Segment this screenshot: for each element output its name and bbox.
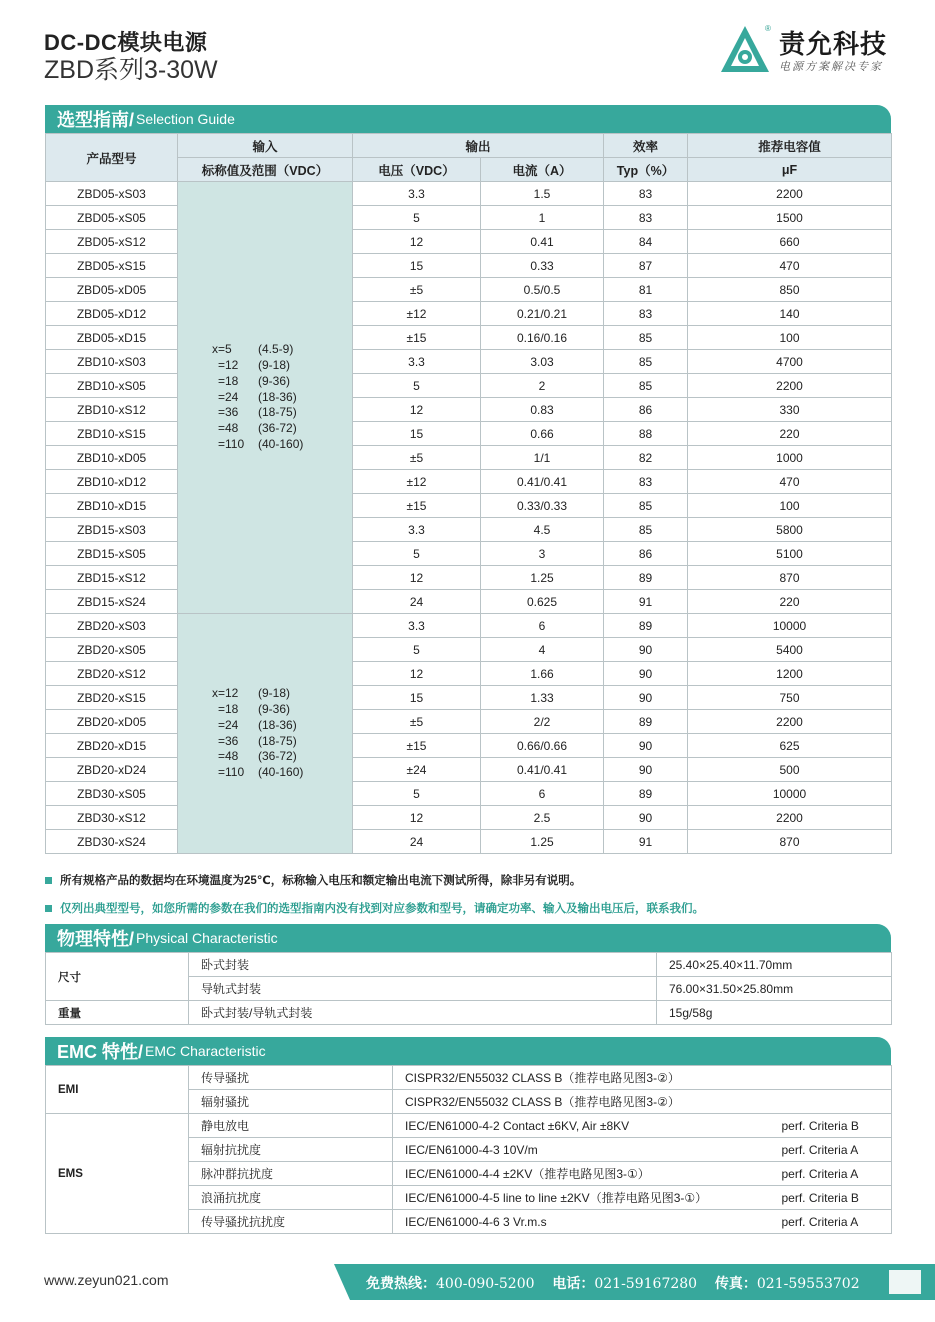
voltage-cell: ±12 [353,470,481,494]
voltage-cell: 24 [353,590,481,614]
current-cell: 0.41/0.41 [481,758,604,782]
brand-slogan: 电源方案解决专家 [779,61,883,73]
physical-table [45,952,892,1025]
table-row [46,374,892,398]
bullet-square-icon [45,905,52,912]
selection-table-body [46,182,892,854]
voltage-cell: ±12 [353,302,481,326]
capacitance-cell: 4700 [688,350,892,374]
model-cell: ZBD10-xD15 [46,494,178,518]
table-row [46,182,892,206]
table-row [46,614,892,638]
col-header-cap: 推荐电容值 [688,134,892,158]
capacitance-cell: 625 [688,734,892,758]
input-range-line [212,405,352,421]
current-cell: 3.03 [481,350,604,374]
input-nominal: =24 [218,717,239,732]
registered-mark: ® [765,24,771,33]
selection-guide-section [45,105,891,854]
input-nominal: x=5 [212,342,232,357]
input-range: (4.5-9) [258,342,294,357]
selection-table [45,133,892,854]
current-cell: 2/2 [481,710,604,734]
model-cell: ZBD30-xS05 [46,782,178,806]
table-row [46,638,892,662]
capacitance-cell: 500 [688,758,892,782]
current-cell: 6 [481,614,604,638]
notes [45,866,891,922]
current-cell: 0.33/0.33 [481,494,604,518]
fax-number: 021-59553702 [756,1276,860,1292]
table-row [46,1114,892,1138]
efficiency-cell: 90 [604,662,688,686]
voltage-cell: ±5 [353,446,481,470]
efficiency-cell: 83 [604,182,688,206]
efficiency-cell: 86 [604,398,688,422]
table-row [46,422,892,446]
test-criteria: perf. Criteria B [770,1114,892,1138]
efficiency-cell: 86 [604,542,688,566]
current-cell: 0.16/0.16 [481,326,604,350]
input-nominal: =12 [218,358,239,372]
voltage-cell: 12 [353,398,481,422]
size-label: 尺寸 [46,953,189,1001]
test-standard: IEC/EN61000-4-6 3 Vr.m.s [393,1210,770,1234]
voltage-cell: 3.3 [353,350,481,374]
table-row [46,302,892,326]
voltage-cell: 5 [353,638,481,662]
current-cell: 1.33 [481,686,604,710]
model-cell: ZBD05-xS15 [46,254,178,278]
capacitance-cell: 750 [688,686,892,710]
physical-section [45,924,891,1025]
current-cell: 0.41 [481,230,604,254]
capacitance-cell: 220 [688,590,892,614]
efficiency-cell: 91 [604,830,688,854]
capacitance-cell: 870 [688,566,892,590]
current-cell: 0.21/0.21 [481,302,604,326]
capacitance-cell: 2200 [688,806,892,830]
voltage-cell: 12 [353,566,481,590]
hotline-number: 400-090-5200 [436,1276,535,1292]
voltage-cell: 5 [353,206,481,230]
model-cell: ZBD20-xS12 [46,662,178,686]
current-cell: 0.625 [481,590,604,614]
current-cell: 6 [481,782,604,806]
doc-title: DC-DC模块电源 [44,30,208,55]
input-nominal: =110 [218,436,245,451]
capacitance-cell: 2200 [688,182,892,206]
model-cell: ZBD10-xS03 [46,350,178,374]
hotline-label: 免费热线： [366,1276,436,1292]
efficiency-cell: 85 [604,518,688,542]
test-standard: CISPR32/EN55032 CLASS B（推荐电路见图3-②） [393,1066,892,1090]
section-title-en: EMC Characteristic [145,1043,266,1059]
package-name: 卧式封装/导轨式封装 [189,1001,657,1025]
ems-label: EMS [46,1114,189,1234]
input-range-line [212,374,352,390]
voltage-cell: ±15 [353,326,481,350]
current-cell: 1.25 [481,830,604,854]
model-cell: ZBD15-xS24 [46,590,178,614]
package-value: 15g/58g [657,1001,892,1025]
efficiency-cell: 89 [604,566,688,590]
efficiency-cell: 91 [604,590,688,614]
col-header-eff-sub: Typ（%） [604,158,688,182]
capacitance-cell: 2200 [688,374,892,398]
table-row [46,566,892,590]
col-header-input: 输入 [178,134,353,158]
input-range: (9-18) [258,686,291,701]
voltage-cell: ±15 [353,734,481,758]
model-cell: ZBD10-xS12 [46,398,178,422]
input-nominal: =18 [218,701,239,716]
input-range-line [212,342,352,358]
capacitance-cell: 10000 [688,782,892,806]
test-criteria: perf. Criteria A [770,1138,892,1162]
table-row [46,830,892,854]
section-header [45,924,891,952]
table-row [46,398,892,422]
brand-name: 责允科技 [779,30,888,60]
section-title-en: Physical Characteristic [136,930,278,946]
efficiency-cell: 89 [604,782,688,806]
model-cell: ZBD05-xD15 [46,326,178,350]
efficiency-cell: 90 [604,758,688,782]
input-range: (18-36) [258,717,297,732]
note-text: 仅列出典型型号，如您所需的参数在我们的选型指南内没有找到对应参数和型号，请确定功率、输入及输出电压后，联系我们。 [60,903,704,915]
current-cell: 0.66/0.66 [481,734,604,758]
table-row [46,734,892,758]
voltage-cell: 5 [353,542,481,566]
section-title-cn: 物理特性/ [57,929,135,949]
voltage-cell: 15 [353,686,481,710]
model-cell: ZBD20-xD15 [46,734,178,758]
input-range: (40-160) [258,436,304,451]
model-cell: ZBD10-xD05 [46,446,178,470]
col-header-voltage: 电压（VDC） [353,158,481,182]
test-standard: IEC/EN61000-4-4 ±2KV（推荐电路见图3-①） [393,1162,770,1186]
section-title-en: Selection Guide [136,111,235,127]
model-cell: ZBD10-xD12 [46,470,178,494]
input-range-line [212,702,352,718]
package-name: 导轨式封装 [189,977,657,1001]
efficiency-cell: 81 [604,278,688,302]
capacitance-cell: 2200 [688,710,892,734]
table-row [46,686,892,710]
input-nominal: =36 [218,405,239,420]
test-criteria: perf. Criteria B [770,1186,892,1210]
voltage-cell: ±15 [353,494,481,518]
table-row [46,662,892,686]
section-title-cn: 选型指南/ [57,110,135,130]
weight-label: 重量 [46,1001,189,1025]
section-header [45,105,891,133]
voltage-cell: 5 [353,782,481,806]
efficiency-cell: 84 [604,230,688,254]
input-range: (36-72) [258,421,297,436]
test-name: 辐射抗扰度 [189,1138,393,1162]
note-item [45,894,891,922]
table-row [46,782,892,806]
test-standard: IEC/EN61000-4-2 Contact ±6KV, Air ±8KV [393,1114,770,1138]
efficiency-cell: 83 [604,302,688,326]
capacitance-cell: 5400 [688,638,892,662]
current-cell: 0.41/0.41 [481,470,604,494]
efficiency-cell: 89 [604,710,688,734]
input-range-line [212,421,352,437]
efficiency-cell: 90 [604,638,688,662]
col-header-efficiency: 效率 [604,134,688,158]
input-range: (18-75) [258,405,297,420]
efficiency-cell: 90 [604,806,688,830]
model-cell: ZBD05-xD12 [46,302,178,326]
model-cell: ZBD20-xD24 [46,758,178,782]
capacitance-cell: 1500 [688,206,892,230]
website-link[interactable]: www.zeyun021.com [44,1272,169,1288]
test-name: 辐射骚扰 [189,1090,393,1114]
col-header-current: 电流（A） [481,158,604,182]
input-range-cell [178,614,353,854]
model-cell: ZBD20-xS15 [46,686,178,710]
col-header-cap-sub: μF [688,158,892,182]
capacitance-cell: 470 [688,470,892,494]
input-range: (9-36) [258,373,291,388]
voltage-cell: 24 [353,830,481,854]
page-number-box [889,1270,921,1294]
efficiency-cell: 85 [604,326,688,350]
brand-logo [719,24,894,76]
package-value: 25.40×25.40×11.70mm [657,953,892,977]
phone-label: 电话： [552,1276,595,1292]
table-row [46,1001,892,1025]
efficiency-cell: 88 [604,422,688,446]
voltage-cell: 12 [353,662,481,686]
page-header [44,24,894,84]
table-row [46,206,892,230]
emi-label: EMI [46,1066,189,1114]
package-value: 76.00×31.50×25.80mm [657,977,892,1001]
capacitance-cell: 100 [688,494,892,518]
current-cell: 3 [481,542,604,566]
input-nominal: =48 [218,421,239,436]
model-cell: ZBD15-xS03 [46,518,178,542]
input-nominal: =110 [218,765,245,780]
table-row [46,230,892,254]
capacitance-cell: 10000 [688,614,892,638]
table-row [46,254,892,278]
model-cell: ZBD15-xS05 [46,542,178,566]
input-range: (9-18) [258,358,291,372]
input-nominal: =48 [218,749,239,764]
current-cell: 1.5 [481,182,604,206]
current-cell: 1.66 [481,662,604,686]
table-row [46,326,892,350]
emc-section [45,1037,891,1234]
capacitance-cell: 100 [688,326,892,350]
current-cell: 0.5/0.5 [481,278,604,302]
model-cell: ZBD05-xS12 [46,230,178,254]
capacitance-cell: 1000 [688,446,892,470]
test-name: 脉冲群抗扰度 [189,1162,393,1186]
current-cell: 4 [481,638,604,662]
efficiency-cell: 83 [604,470,688,494]
capacitance-cell: 870 [688,830,892,854]
capacitance-cell: 330 [688,398,892,422]
test-name: 静电放电 [189,1114,393,1138]
col-header-model: 产品型号 [46,134,178,182]
col-header-input-sub: 标称值及范围（VDC） [178,158,353,182]
efficiency-cell: 85 [604,374,688,398]
package-name: 卧式封装 [189,953,657,977]
voltage-cell: 15 [353,422,481,446]
voltage-cell: 15 [353,254,481,278]
capacitance-cell: 140 [688,302,892,326]
table-row [46,806,892,830]
capacitance-cell: 660 [688,230,892,254]
voltage-cell: 5 [353,374,481,398]
table-row [46,542,892,566]
input-range: (40-160) [258,765,304,780]
table-row [46,1066,892,1090]
input-range-line [212,437,352,453]
model-cell: ZBD15-xS12 [46,566,178,590]
current-cell: 1/1 [481,446,604,470]
note-item [45,866,891,894]
model-cell: ZBD05-xS03 [46,182,178,206]
note-text: 所有规格产品的数据均在环境温度为25℃，标称输入电压和额定输出电流下测试所得，除非另有说明。 [60,875,582,887]
input-range-line [212,749,352,765]
capacitance-cell: 470 [688,254,892,278]
table-row [46,953,892,977]
input-nominal: =18 [218,373,239,388]
table-row [46,350,892,374]
efficiency-cell: 87 [604,254,688,278]
input-range-line [212,734,352,750]
efficiency-cell: 89 [604,614,688,638]
input-nominal: =24 [218,389,239,404]
phone-number: 021-59167280 [594,1276,698,1292]
model-cell: ZBD10-xS05 [46,374,178,398]
input-range-line [212,765,352,781]
model-cell: ZBD30-xS12 [46,806,178,830]
table-row [46,758,892,782]
logo-icon [719,24,771,76]
efficiency-cell: 85 [604,494,688,518]
footer-contacts [366,1273,860,1293]
model-cell: ZBD05-xS05 [46,206,178,230]
current-cell: 2.5 [481,806,604,830]
voltage-cell: 3.3 [353,614,481,638]
voltage-cell: 3.3 [353,182,481,206]
input-range: (9-36) [258,701,291,716]
capacitance-cell: 850 [688,278,892,302]
capacitance-cell: 5100 [688,542,892,566]
col-header-output: 输出 [353,134,604,158]
test-standard: CISPR32/EN55032 CLASS B（推荐电路见图3-②） [393,1090,892,1114]
voltage-cell: 12 [353,806,481,830]
input-range-line [212,718,352,734]
input-range: (36-72) [258,749,297,764]
capacitance-cell: 220 [688,422,892,446]
efficiency-cell: 83 [604,206,688,230]
test-name: 浪涌抗扰度 [189,1186,393,1210]
test-name: 传导骚扰 [189,1066,393,1090]
model-cell: ZBD10-xS15 [46,422,178,446]
test-criteria: perf. Criteria A [770,1162,892,1186]
table-row [46,590,892,614]
input-range-line [212,390,352,406]
section-title-cn: EMC 特性/ [57,1042,144,1062]
input-range-line [212,686,352,702]
test-standard: IEC/EN61000-4-3 10V/m [393,1138,770,1162]
table-row [46,710,892,734]
model-cell: ZBD20-xD05 [46,710,178,734]
efficiency-cell: 90 [604,734,688,758]
test-criteria: perf. Criteria A [770,1210,892,1234]
model-cell: ZBD30-xS24 [46,830,178,854]
current-cell: 0.33 [481,254,604,278]
efficiency-cell: 85 [604,350,688,374]
voltage-cell: 12 [353,230,481,254]
model-cell: ZBD20-xS03 [46,614,178,638]
voltage-cell: ±5 [353,710,481,734]
input-nominal: x=12 [212,686,239,701]
table-row [46,470,892,494]
table-row [46,446,892,470]
emc-table [45,1065,892,1234]
fax-label: 传真： [714,1276,757,1292]
efficiency-cell: 82 [604,446,688,470]
current-cell: 1 [481,206,604,230]
voltage-cell: ±24 [353,758,481,782]
test-name: 传导骚扰抗扰度 [189,1210,393,1234]
capacitance-cell: 1200 [688,662,892,686]
current-cell: 1.25 [481,566,604,590]
bullet-square-icon [45,877,52,884]
current-cell: 4.5 [481,518,604,542]
table-row [46,518,892,542]
voltage-cell: ±5 [353,278,481,302]
table-row [46,494,892,518]
input-range-line [212,358,352,374]
section-header [45,1037,891,1065]
model-cell: ZBD20-xS05 [46,638,178,662]
current-cell: 0.83 [481,398,604,422]
table-row [46,278,892,302]
capacitance-cell: 5800 [688,518,892,542]
model-cell: ZBD05-xD05 [46,278,178,302]
input-nominal: =36 [218,733,239,748]
input-range-cell [178,182,353,614]
current-cell: 2 [481,374,604,398]
efficiency-cell: 90 [604,686,688,710]
test-standard: IEC/EN61000-4-5 line to line ±2KV（推荐电路见图3-①） [393,1186,770,1210]
voltage-cell: 3.3 [353,518,481,542]
input-range: (18-75) [258,733,297,748]
doc-subtitle: ZBD系列3-30W [44,56,218,84]
current-cell: 0.66 [481,422,604,446]
input-range: (18-36) [258,389,297,404]
